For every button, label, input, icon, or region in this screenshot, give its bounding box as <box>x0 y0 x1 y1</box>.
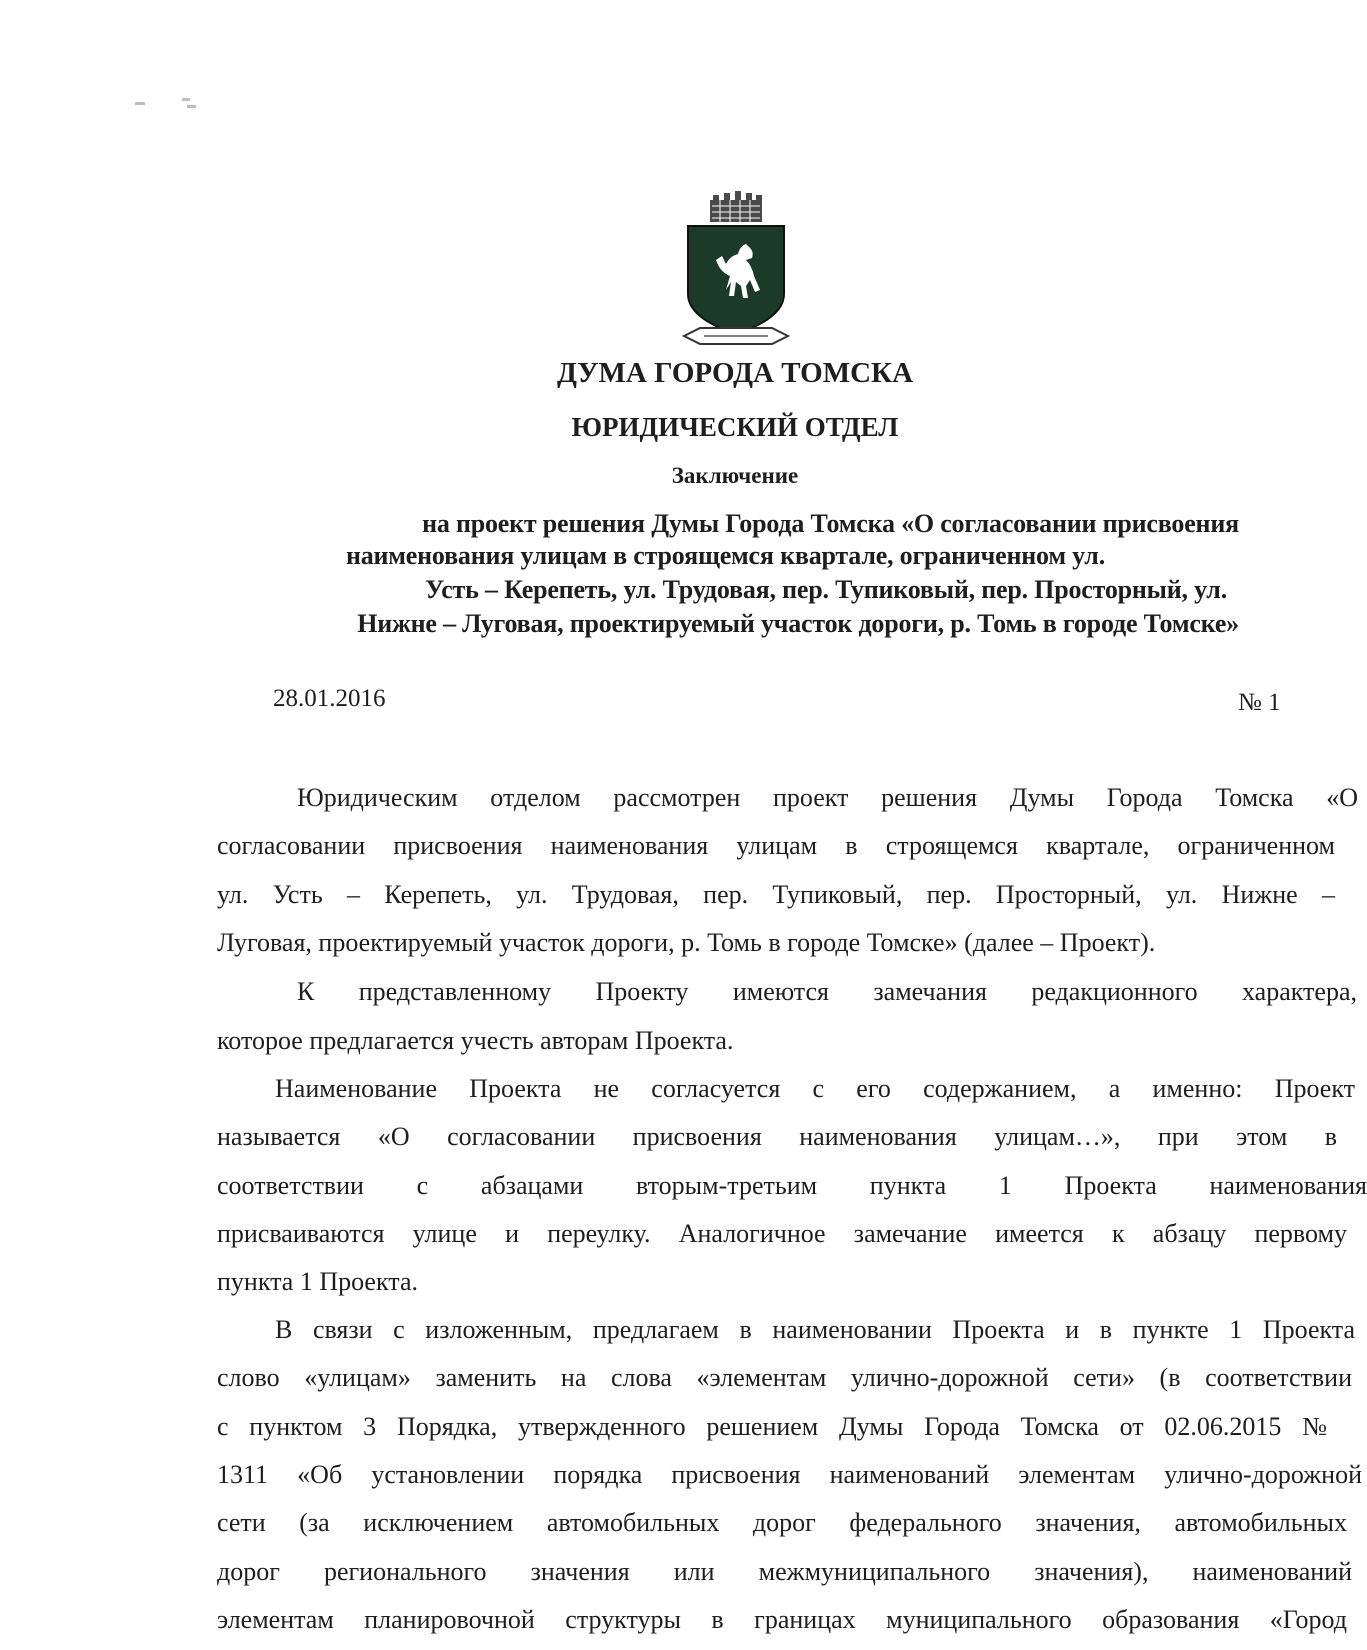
body-line <box>217 830 1335 862</box>
subject-line: наименования улицам в строящемся квартале, ограниченном ул. <box>345 541 1105 570</box>
body-line-text: присваиваются улице и переулку. Аналогичное замечание имеется к абзацу первому <box>217 1219 1347 1248</box>
department-title: ЮРИДИЧЕСКИЙ ОТДЕЛ <box>571 412 899 442</box>
subject-line: на проект решения Думы Города Томска «О согласовании присвоения <box>422 509 1239 538</box>
body-line-text: пункта 1 Проекта. <box>217 1267 418 1296</box>
body-line-text: согласовании присвоения наименования улицам в строящемся квартале, ограниченном <box>217 831 1335 860</box>
body-line <box>217 1459 1362 1491</box>
body-line <box>217 1121 1337 1153</box>
scan-speck <box>187 105 196 108</box>
body-line <box>217 1170 1367 1202</box>
body-line <box>217 1314 1355 1346</box>
document-type: Заключение <box>671 463 799 488</box>
body-line-text: элементам планировочной структуры в границах муниципального образования «Город <box>217 1605 1347 1634</box>
body-line-text: ул. Усть – Керепеть, ул. Трудовая, пер. Тупиковый, пер. Просторный, ул. Нижне – <box>217 880 1335 909</box>
body-line <box>217 1266 1275 1298</box>
body-line <box>217 1218 1347 1250</box>
body-line-text: Луговая, проектируемый участок дороги, р. Томь в городе Томске» (далее – Проект). <box>217 928 1156 957</box>
body-line <box>217 1025 1275 1057</box>
body-line-text: сети (за исключением автомобильных дорог федерального значения, автомобильных <box>217 1508 1347 1537</box>
body-line-text: дорог регионального значения или межмуниципального значения), наименований <box>217 1557 1352 1586</box>
document-number: № 1 <box>1238 689 1281 716</box>
body-line-text: с пунктом 3 Порядка, утвержденного решением Думы Города Томска от 02.06.2015 № <box>217 1412 1327 1441</box>
body-line-text: Юридическим отделом рассмотрен проект решения Думы Города Томска «О <box>297 783 1358 812</box>
body-line-text: Наименование Проекта не согласуется с его содержанием, а именно: Проект <box>275 1074 1355 1103</box>
body-line <box>217 1073 1355 1105</box>
body-line <box>217 1411 1327 1443</box>
body-line <box>217 782 1358 814</box>
document-date: 28.01.2016 <box>273 685 386 712</box>
body-line-text: 1311 «Об установлении порядка присвоения наименований элементам улично-дорожной <box>217 1460 1362 1489</box>
body-line <box>217 1604 1347 1636</box>
body-line-text: которое предлагается учесть авторам Проекта. <box>217 1026 734 1055</box>
scan-speck <box>135 102 145 105</box>
body-line-text: соответствии с абзацами вторым-третьим пункта 1 Проекта наименования <box>217 1171 1367 1200</box>
body-line <box>217 1507 1347 1539</box>
scan-speck <box>182 98 190 101</box>
tomsk-coat-of-arms-icon <box>680 186 792 354</box>
body-line <box>217 1556 1352 1588</box>
body-line <box>217 976 1355 1008</box>
body-line-text: слово «улицам» заменить на слова «элементам улично-дорожной сети» (в соответствии <box>217 1363 1352 1392</box>
organization-title: ДУМА ГОРОДА ТОМСКА <box>556 357 914 389</box>
body-line <box>217 879 1335 911</box>
subject-line: Усть – Керепеть, ул. Трудовая, пер. Тупиковый, пер. Просторный, ул. <box>425 575 1227 604</box>
subject-line: Нижне – Луговая, проектируемый участок дороги, р. Томь в городе Томске» <box>357 609 1239 638</box>
body-line-text: К представленному Проекту имеются замечания редакционного характера, <box>297 977 1357 1006</box>
body-line <box>217 927 1275 959</box>
body-line-text: В связи с изложенным, предлагаем в наименовании Проекта и в пункте 1 Проекта <box>275 1315 1355 1344</box>
body-line-text: называется «О согласовании присвоения наименования улицам…», при этом в <box>217 1122 1337 1151</box>
body-line <box>217 1362 1352 1394</box>
